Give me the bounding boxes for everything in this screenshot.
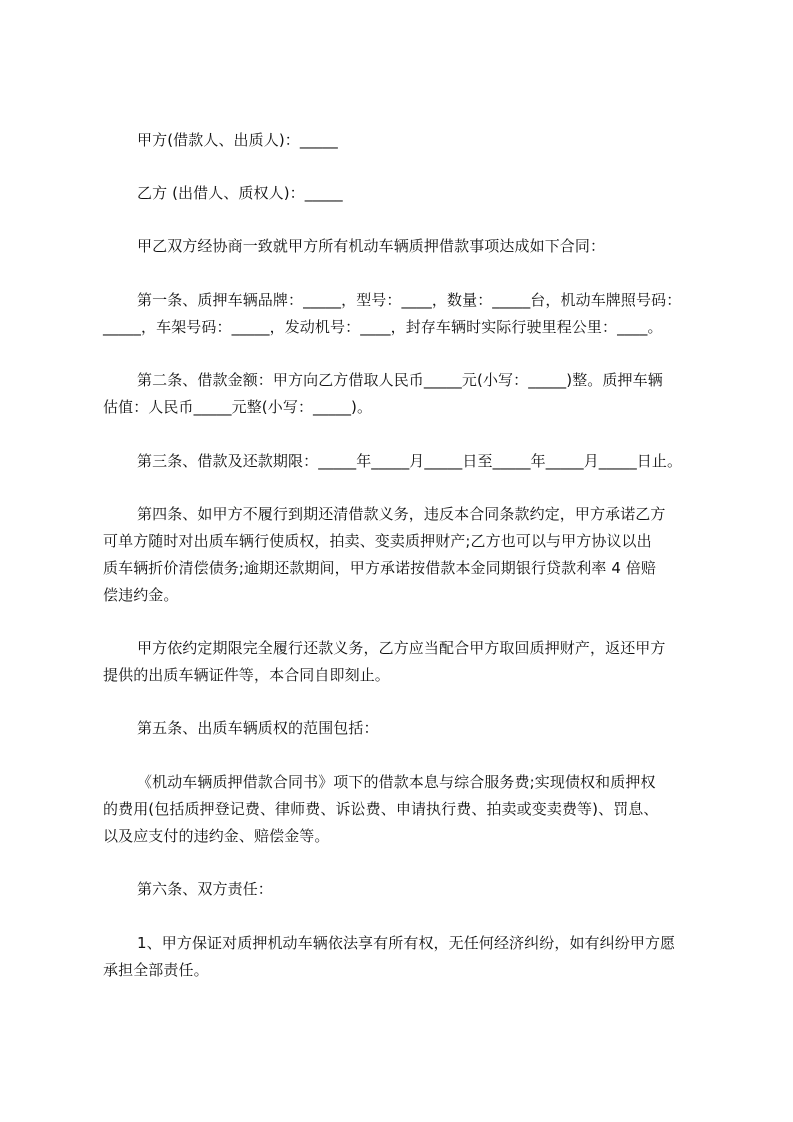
article-4-followup-line-2: 提供的出质车辆证件等，本合同自即刻止。: [103, 666, 390, 684]
party-a-line: 甲方(借款人、出质人)：_____: [137, 131, 338, 149]
article-4-followup-line-1: 甲方依约定期限完全履行还款义务，乙方应当配合甲方取回质押财产，返还甲方: [137, 639, 666, 657]
article-5-body-line-1: 《机动车辆质押借款合同书》项下的借款本息与综合服务费;实现债权和质押权: [137, 773, 656, 791]
article-2-line-2: 估值：人民币_____元整(小写：_____)。: [103, 398, 373, 416]
article-6-heading: 第六条、双方责任：: [137, 880, 273, 898]
intro-paragraph: 甲乙双方经协商一致就甲方所有机动车辆质押借款事项达成如下合同：: [137, 237, 606, 255]
party-b-line: 乙方 (出借人、质权人)：_____: [137, 184, 343, 202]
article-5-body-line-3: 以及应支付的违约金、赔偿金等。: [103, 827, 330, 845]
article-4-line-3: 质车辆折价清偿债务;逾期还款期间，甲方承诺按借款本金同期银行贷款利率 4 倍赔: [103, 559, 657, 577]
article-6-item-1-line-1: 1、甲方保证对质押机动车辆依法享有所有权，无任何经济纠纷，如有纠纷甲方愿: [137, 934, 676, 952]
article-1-line-2: _____，车架号码：_____，发动机号：____，封存车辆时实际行驶里程公里：____。: [103, 318, 663, 336]
article-4-line-4: 偿违约金。: [103, 586, 179, 604]
article-2-line-1: 第二条、借款金额：甲方向乙方借取人民币_____元(小写：_____)整。质押车辆: [137, 371, 663, 389]
article-1-line-1: 第一条、质押车辆品牌：_____，型号：____，数量：_____台，机动车牌照号码：: [137, 291, 682, 309]
article-6-item-1-line-2: 承担全部责任。: [103, 961, 209, 979]
article-5-heading: 第五条、出质车辆质权的范围包括：: [137, 719, 379, 737]
article-5-body-line-2: 的费用(包括质押登记费、律师费、诉讼费、申请执行费、拍卖或变卖费等)、罚息、: [103, 800, 659, 818]
article-3: 第三条、借款及还款期限：_____年_____月_____日至_____年_____月_____日止。: [137, 452, 683, 470]
article-4-line-2: 可单方随时对出质车辆行使质权，拍卖、变卖质押财产;乙方也可以与甲方协议以出: [103, 532, 652, 550]
article-4-line-1: 第四条、如甲方不履行到期还清借款义务，违反本合同条款约定，甲方承诺乙方: [137, 505, 666, 523]
